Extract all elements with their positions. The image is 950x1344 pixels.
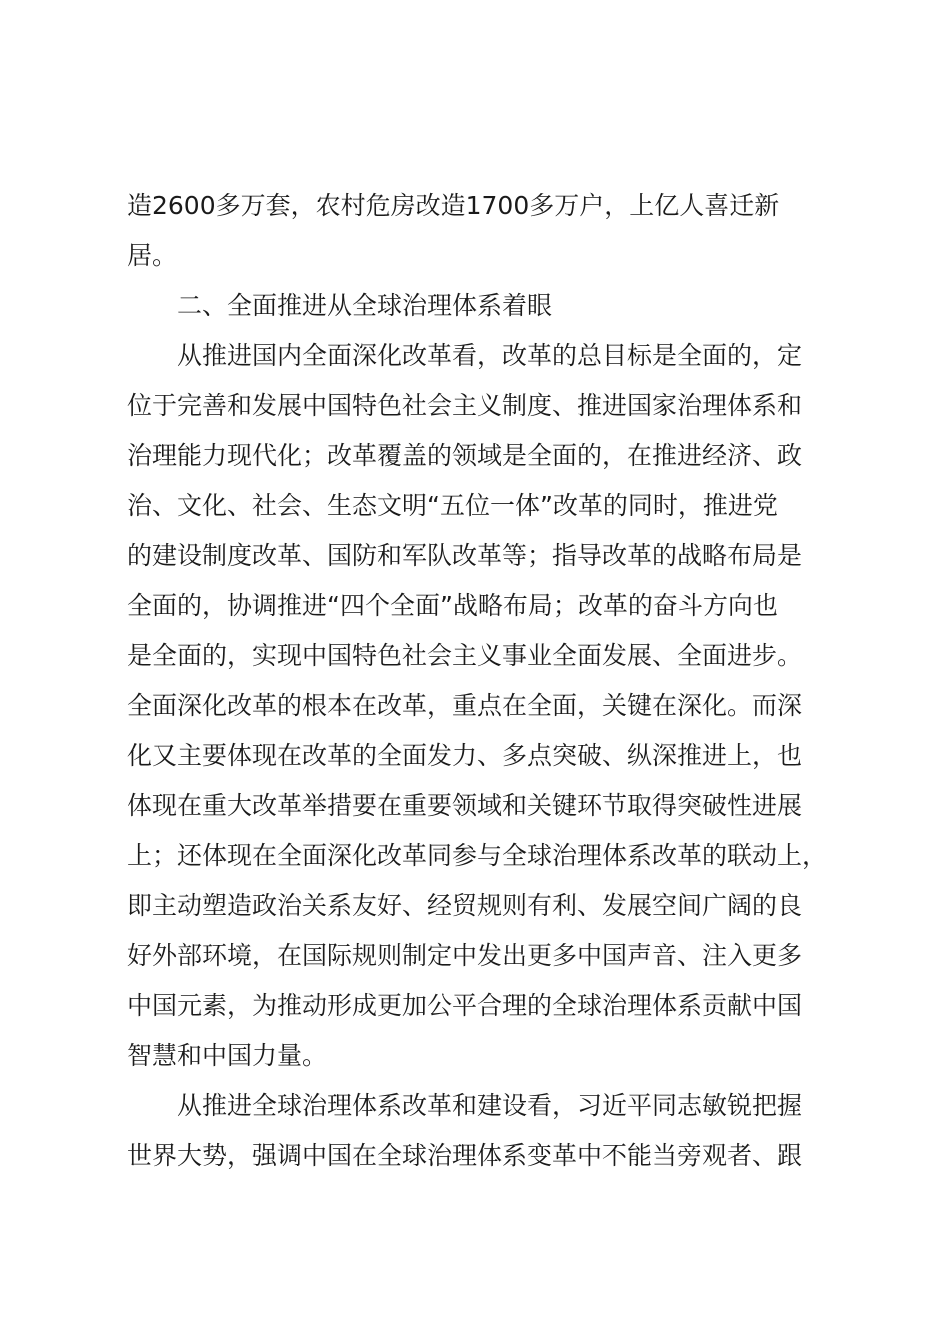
text-line: 中国元素，为推动形成更加公平合理的全球治理体系贡献中国 [127, 991, 803, 1020]
text-line: 是全面的，实现中国特色社会主义事业全面发展、全面进步。 [127, 641, 803, 670]
text-line: 智慧和中国力量。 [127, 1041, 328, 1070]
text-line: 上；还体现在全面深化改革同参与全球治理体系改革的联动上， [127, 841, 828, 870]
text-line: 治、文化、社会、生态文明“五位一体”改革的同时，推进党 [127, 491, 778, 520]
text-line: 从推进全球治理体系改革和建设看，习近平同志敏锐把握 [177, 1091, 803, 1120]
text-line: 位于完善和发展中国特色社会主义制度、推进国家治理体系和 [127, 391, 803, 420]
text-line: 造2600多万套，农村危房改造1700多万户，上亿人喜迁新 [127, 191, 780, 220]
text-line: 全面深化改革的根本在改革，重点在全面，关键在深化。而深 [127, 691, 803, 720]
text-line: 体现在重大改革举措要在重要领域和关键环节取得突破性进展 [127, 791, 803, 820]
text-line: 全面的，协调推进“四个全面”战略布局；改革的奋斗方向也 [127, 591, 778, 620]
text-line: 治理能力现代化；改革覆盖的领域是全面的，在推进经济、政 [127, 441, 803, 470]
text-line: 从推进国内全面深化改革看，改革的总目标是全面的，定 [177, 341, 803, 370]
text-line: 世界大势，强调中国在全球治理体系变革中不能当旁观者、跟 [127, 1141, 803, 1170]
text-line: 好外部环境，在国际规则制定中发出更多中国声音、注入更多 [127, 941, 803, 970]
text-line: 居。 [127, 241, 178, 270]
text-line: 化又主要体现在改革的全面发力、多点突破、纵深推进上，也 [127, 741, 803, 770]
section-heading: 二、全面推进从全球治理体系着眼 [177, 291, 553, 320]
text-line: 的建设制度改革、国防和军队改革等；指导改革的战略布局是 [127, 541, 803, 570]
text-line: 即主动塑造政治关系友好、经贸规则有利、发展空间广阔的良 [127, 891, 803, 920]
